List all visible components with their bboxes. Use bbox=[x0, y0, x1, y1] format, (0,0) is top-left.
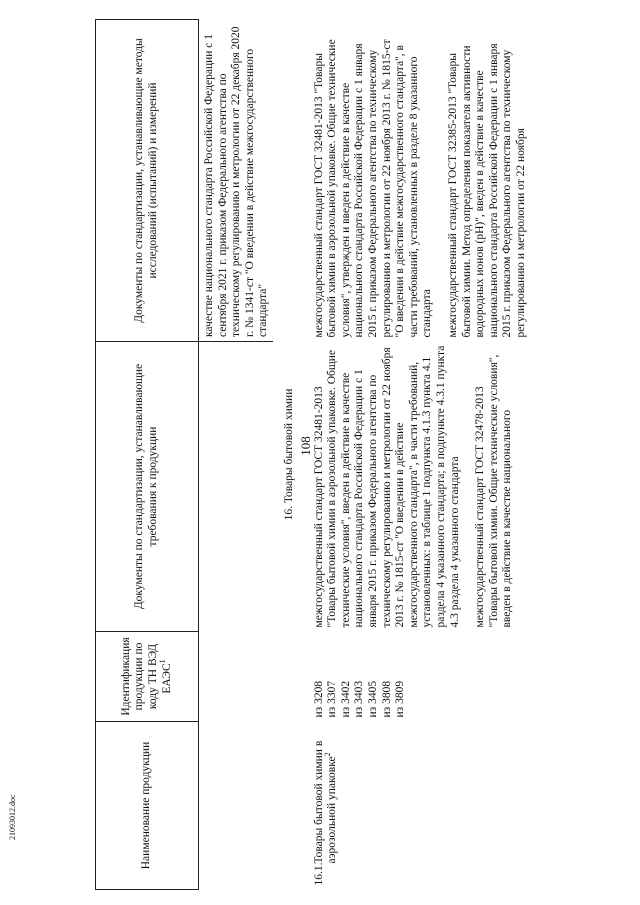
section-title: 16. Товары бытовой химии bbox=[282, 388, 295, 521]
header-product-name: Наименование продукции bbox=[96, 722, 199, 890]
method-documents-cell bbox=[307, 20, 531, 342]
standards-table bbox=[95, 19, 530, 890]
continuation-methods-text: качестве национального стандарта Российской Федерации с 1 сентября 2021 г. приказом Федерального агентства по техническому регулированию и метрологии от 22 декабря 2020 г. № 1341-ст "О введении в действие межгосударственного стандарта" bbox=[199, 20, 273, 342]
header-tn-ved-code: Идентификация продукции по коду ТН ВЭД ЕАЭС$^1$ bbox=[96, 632, 199, 722]
item-number: 16.1. bbox=[312, 862, 325, 886]
section-title-row bbox=[273, 20, 307, 890]
tn-ved-code: из 3405 bbox=[366, 680, 379, 718]
table-row-16-1 bbox=[307, 20, 531, 890]
table-header-row bbox=[96, 20, 199, 890]
tn-ved-code: из 3403 bbox=[353, 680, 366, 718]
tn-ved-code: из 3208 bbox=[312, 680, 325, 718]
tn-ved-code: из 3809 bbox=[394, 680, 407, 718]
method-standard-gost-32481: межгосударственный стандарт ГОСТ 32481-2013 "Товары бытовой химии в аэрозольной упаковке. Общие технические условия", утвержден и введен в действие в качестве национального стандарта Российской Федерации с 1 января 2015 г. приказом Федерального агентства по техническому регулированию и метрологии от 22 ноября 2013 г. № 1815-ст "О введении в действие межгосударственного стандарта", в части требований, установленных в разделе 8 указанного стандарта bbox=[312, 39, 434, 338]
requirement-documents-cell bbox=[307, 342, 531, 632]
tn-ved-code: из 3402 bbox=[339, 680, 352, 718]
tn-ved-code: из 3307 bbox=[326, 680, 339, 718]
page-number: 108 bbox=[297, 436, 313, 456]
requirement-standard-gost-32481: межгосударственный стандарт ГОСТ 32481-2013 "Товары бытовой химии в аэрозольной упаковке. Общие технические условия", введен в действие в качестве национального стандарта Российской Федерации с 1 января 2015 г. приказом Федерального агентства по техническому регулированию и метрологии от 22 ноября 2013 г. № 1815-ст "О введении в действие межгосударственного стандарта", в части требований, установленных: в таблице 1 подпункта 4.1.3 пункта 4.1 раздела 4 указанного стандарта; в подпункте 4.3.1 пункта 4.3 раздела 4 указанного стандарта bbox=[312, 345, 461, 628]
method-standard-gost-32385: межгосударственный стандарт ГОСТ 32385-2013 "Товары бытовой химии. Метод определения показателя активности водородных ионов (pH)", введен в действие в качестве национального стандарта Российской Федерации с 1 января 2015 г. приказом Федерального агентства по техническому регулированию и метрологии от 22 ноября bbox=[446, 43, 527, 338]
tn-ved-code: из 3808 bbox=[380, 680, 393, 718]
regulation-table-sheet bbox=[95, 20, 625, 890]
requirement-standard-gost-32478: межгосударственный стандарт ГОСТ 32478-2013 "Товары бытовой химии. Общие технические условия", введен в действие в качестве национального bbox=[474, 354, 514, 628]
header-requirement-documents: Документы по стандартизации, устанавливающие требования к продукции bbox=[96, 342, 199, 632]
product-name-cell bbox=[307, 722, 531, 890]
continuation-row bbox=[199, 20, 273, 890]
tn-ved-codes-cell bbox=[307, 632, 531, 722]
product-name: Товары бытовой химии в аэрозольной упаковке$^2$ bbox=[312, 740, 339, 864]
document-id: 21093012.doc bbox=[8, 794, 17, 840]
header-method-documents: Документы по стандартизации, устанавливающие методы исследований (испытаний) и измерений bbox=[96, 20, 199, 342]
